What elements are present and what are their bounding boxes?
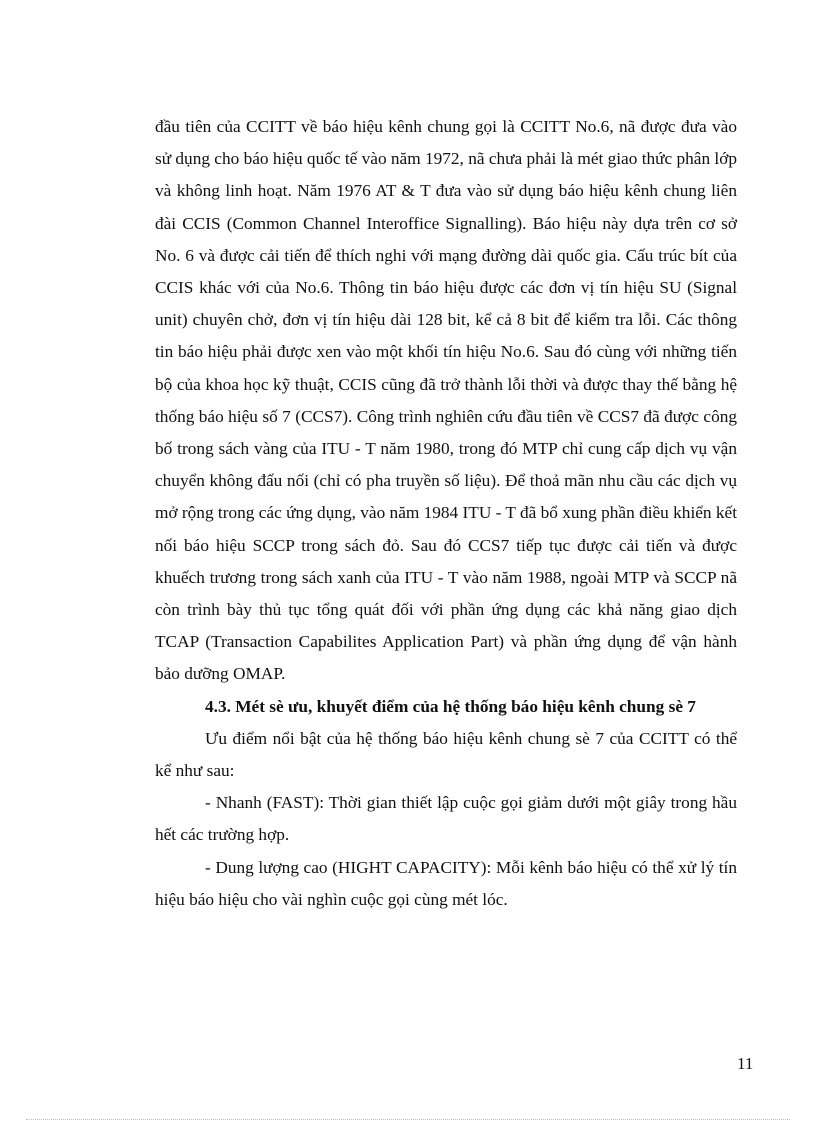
body-paragraph-history: đầu tiên của CCITT về báo hiệu kênh chung gọi là CCITT No.6, nã được đưa vào sử dụng cho báo hiệu quốc tế vào năm 1972, nã chưa phải là mét giao thức phân lớp và không linh hoạt. Năm 1976 AT & T đưa vào sử dụng báo hiệu kênh chung liên đài CCIS (Common Channel Interoffice Signalling). Báo hiệu này dựa trên cơ sở No. 6 và được cải tiến để thích nghi với mạng đường dài quốc gia. Cấu trúc bít của CCIS khác với của No.6. Thông tin báo hiệu được các đơn vị tín hiệu SU (Signal unit) chuyên chở, đơn vị tín hiệu dài 128 bit, kể cả 8 bit để kiểm tra lỗi. Các thông tin báo hiệu phải được xen vào một khối tín hiệu No.6. Sau đó cùng với những tiến bộ của khoa học kỹ thuật, CCIS cũng đã trở thành lỗi thời và được thay thế bằng hệ thống báo hiệu số 7 (CCS7). Công trình nghiên cứu đầu tiên về CCS7 đã được công bố trong sách vàng của ITU - T năm 1980, trong đó MTP chỉ cung cấp dịch vụ vận chuyển không đấu nối (chỉ có pha truyền số liệu). Để thoả mãn nhu cầu các dịch vụ mở rộng trong các ứng dụng, vào năm 1984 ITU - T đã bổ xung phần điều khiển kết nối báo hiệu SCCP trong sách đỏ. Sau đó CCS7 tiếp tục được cải tiến và được khuếch trương trong sách xanh của ITU - T vào năm 1988, ngoài MTP và SCCP nã còn trình bày thủ tục tổng quát đối với phần ứng dụng các khả năng giao dịch TCAP (Transaction Capabilites Application Part) và phần ứng dụng để vận hành bảo dưỡng OMAP.: [155, 117, 737, 684]
body-paragraph-capacity: - Dung lượng cao (HIGHT CAPACITY): Mỗi kênh báo hiệu có thể xử lý tín hiệu báo hiệu cho vài nghìn cuộc gọi cùng mét lóc.: [155, 857, 737, 909]
body-paragraph-fast: - Nhanh (FAST): Thời gian thiết lập cuộc gọi giảm dưới một giây trong hầu hết các trường hợp.: [155, 793, 737, 845]
section-heading: 4.3. Mét sè ưu, khuyết điểm của hệ thống báo hiệu kênh chung sè 7: [205, 696, 696, 716]
page-number: 11: [737, 1054, 754, 1073]
footer-divider: [26, 1119, 790, 1120]
body-paragraph-advantages-intro: Ưu điểm nổi bật của hệ thống báo hiệu kênh chung sè 7 của CCITT có thể kể như sau:: [155, 728, 737, 781]
page-body: [155, 111, 737, 916]
